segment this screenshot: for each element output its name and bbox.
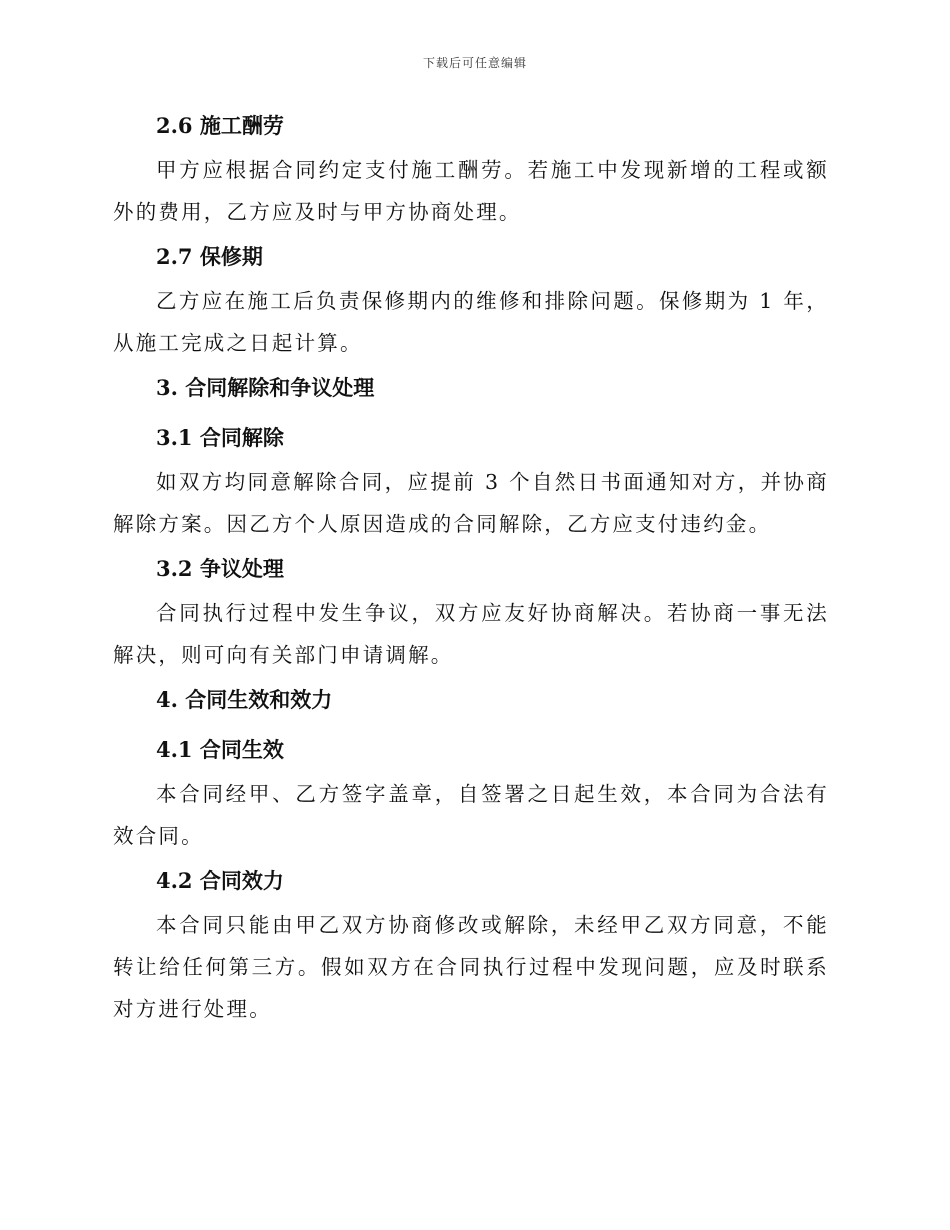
section-paragraph: 本合同经甲、乙方签字盖章，自签署之日起生效，本合同为合法有效合同。 <box>113 782 829 848</box>
section-heading: 2.6 施工酬劳 <box>156 113 284 138</box>
section-heading: 4. 合同生效和效力 <box>156 687 333 712</box>
section-paragraph: 合同执行过程中发生争议，双方应友好协商解决。若协商一事无法解决，则可向有关部门申请调解。 <box>113 601 829 667</box>
section-heading: 3. 合同解除和争议处理 <box>156 375 375 400</box>
section-paragraph: 如双方均同意解除合同，应提前 3 个自然日书面通知对方，并协商解除方案。因乙方个人原因造成的合同解除，乙方应支付违约金。 <box>113 470 829 536</box>
page-header: 下载后可任意编辑 <box>422 56 527 70</box>
section-heading: 4.1 合同生效 <box>156 737 284 762</box>
section-heading: 2.7 保修期 <box>156 244 263 269</box>
section-paragraph: 乙方应在施工后负责保修期内的维修和排除问题。保修期为 1 年，从施工完成之日起计算。 <box>113 289 829 355</box>
section-heading: 3.2 争议处理 <box>156 556 284 581</box>
section-heading: 4.2 合同效力 <box>156 868 284 893</box>
document-body <box>113 108 829 1036</box>
section-paragraph: 甲方应根据合同约定支付施工酬劳。若施工中发现新增的工程或额外的费用，乙方应及时与甲方协商处理。 <box>113 158 829 224</box>
section-heading: 3.1 合同解除 <box>156 425 284 450</box>
section-paragraph: 本合同只能由甲乙双方协商修改或解除，未经甲乙双方同意，不能转让给任何第三方。假如双方在合同执行过程中发现问题，应及时联系对方进行处理。 <box>113 913 829 1021</box>
